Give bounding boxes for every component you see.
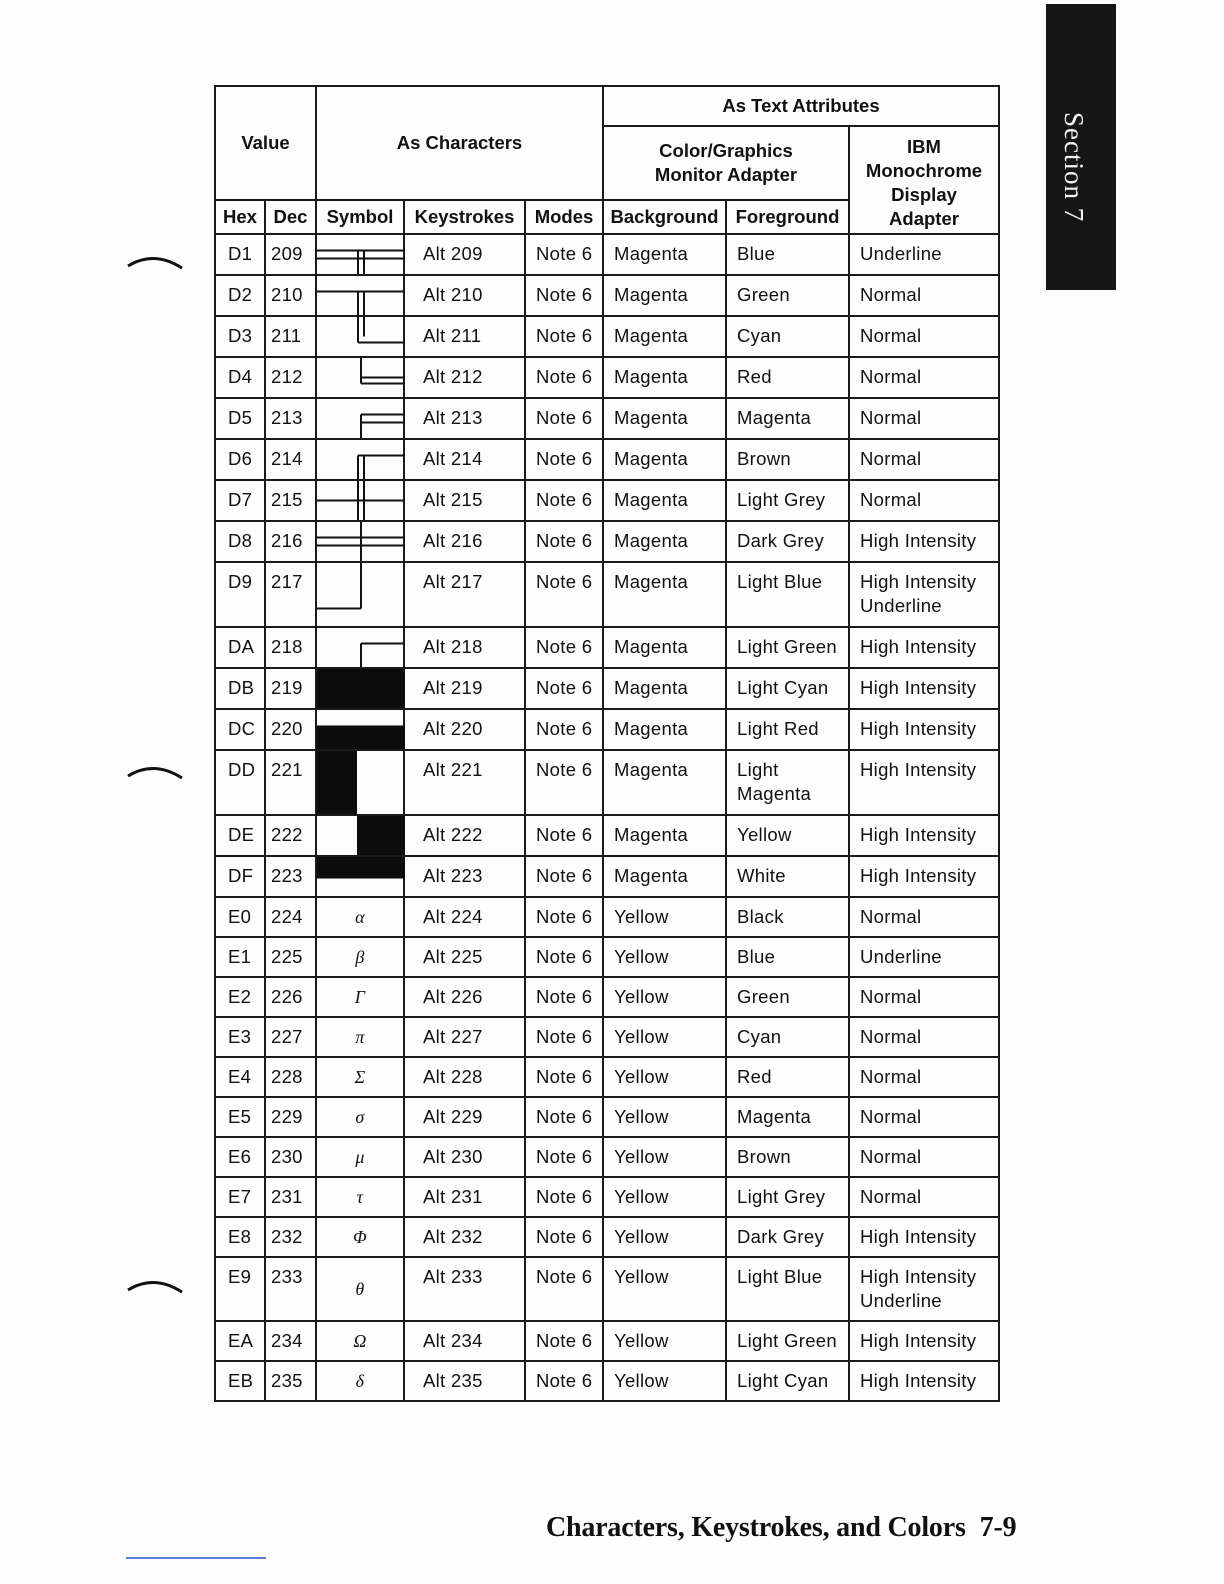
foreground-cell: Green [726, 977, 849, 1017]
dec-cell: 209 [265, 234, 316, 275]
dec-cell: 217 [265, 562, 316, 627]
background-cell: Yellow [603, 1361, 726, 1401]
table-row [215, 1321, 999, 1361]
table-row [215, 1097, 999, 1137]
box-double-vertical-single-down-t-icon [317, 276, 403, 315]
table-row [215, 897, 999, 937]
page-number: 7-9 [979, 1512, 1017, 1543]
modes-cell: Note 6 [525, 815, 603, 856]
symbol-glyph: π [355, 1027, 365, 1047]
modes-cell: Note 6 [525, 627, 603, 668]
modes-cell: Note 6 [525, 316, 603, 357]
keystrokes-cell: Alt 224 [404, 897, 525, 937]
dec-header: Dec [265, 200, 316, 234]
foreground-text: Light Magenta [737, 759, 812, 804]
background-header: Background [603, 200, 726, 234]
table-row [215, 977, 999, 1017]
dec-cell: 213 [265, 398, 316, 439]
background-cell: Magenta [603, 750, 726, 815]
hex-cell: E9 [215, 1257, 265, 1321]
ibm-mono-label: IBM Monochrome Display Adapter [865, 136, 983, 229]
mono-cell: High Intensity [849, 709, 999, 750]
symbol-cell [316, 937, 404, 977]
hex-cell: DD [215, 750, 265, 815]
symbol-cell [316, 357, 404, 398]
background-cell: Yellow [603, 1137, 726, 1177]
mono-cell: Underline [849, 937, 999, 977]
table-row [215, 937, 999, 977]
hex-cell: D2 [215, 275, 265, 316]
keystrokes-cell: Alt 216 [404, 521, 525, 562]
modes-cell: Note 6 [525, 234, 603, 275]
page-footer [546, 1512, 1016, 1544]
hex-cell: D5 [215, 398, 265, 439]
dec-cell: 225 [265, 937, 316, 977]
modes-cell: Note 6 [525, 275, 603, 316]
modes-cell: Note 6 [525, 521, 603, 562]
box-single-horizontal-double-down-t-icon [317, 235, 403, 274]
symbol-cell [316, 1017, 404, 1057]
symbol-glyph: Ω [353, 1331, 367, 1351]
foreground-cell: Brown [726, 439, 849, 480]
table-row [215, 1177, 999, 1217]
keystrokes-cell: Alt 233 [404, 1257, 525, 1321]
mono-cell [849, 562, 999, 627]
upper-half-block-icon [317, 857, 403, 896]
box-single-down-double-right-corner-icon [317, 399, 403, 438]
symbol-cell [316, 562, 404, 627]
keystrokes-cell: Alt 229 [404, 1097, 525, 1137]
foreground-cell: White [726, 856, 849, 897]
symbol-glyph: τ [356, 1187, 364, 1207]
as-text-attributes-header: As Text Attributes [603, 86, 999, 126]
symbol-cell [316, 521, 404, 562]
table-row [215, 480, 999, 521]
mono-cell: High Intensity [849, 627, 999, 668]
section-tab-label: Section 7 [1059, 112, 1089, 223]
modes-cell: Note 6 [525, 562, 603, 627]
modes-cell: Note 6 [525, 1321, 603, 1361]
table-row [215, 562, 999, 627]
dec-cell: 216 [265, 521, 316, 562]
symbol-glyph: Φ [352, 1227, 367, 1247]
modes-header: Modes [525, 200, 603, 234]
hex-cell: E4 [215, 1057, 265, 1097]
keystrokes-cell: Alt 219 [404, 668, 525, 709]
table-row [215, 1361, 999, 1401]
foreground-cell: Red [726, 357, 849, 398]
symbol-cell [316, 856, 404, 897]
background-cell: Yellow [603, 1177, 726, 1217]
table-row [215, 1217, 999, 1257]
binder-hole-mark-2 [124, 756, 186, 786]
hex-cell: D7 [215, 480, 265, 521]
background-cell: Magenta [603, 398, 726, 439]
dec-cell: 219 [265, 668, 316, 709]
box-single-vertical-double-horizontal-cross-icon [317, 522, 403, 561]
hex-cell: D4 [215, 357, 265, 398]
background-cell: Magenta [603, 815, 726, 856]
mono-text: High Intensity Underline [860, 571, 977, 616]
foreground-cell: Light Cyan [726, 668, 849, 709]
keystrokes-cell: Alt 232 [404, 1217, 525, 1257]
mono-cell: High Intensity [849, 1321, 999, 1361]
symbol-glyph: Γ [354, 987, 366, 1007]
mono-text: High Intensity Underline [860, 1266, 977, 1311]
hex-cell: DA [215, 627, 265, 668]
hex-cell: E2 [215, 977, 265, 1017]
background-cell: Magenta [603, 439, 726, 480]
foreground-cell: Light Green [726, 627, 849, 668]
hex-cell: E3 [215, 1017, 265, 1057]
character-attribute-table [214, 85, 1000, 1402]
background-cell: Yellow [603, 1217, 726, 1257]
modes-cell: Note 6 [525, 439, 603, 480]
mono-cell: High Intensity [849, 856, 999, 897]
foreground-cell: Dark Grey [726, 521, 849, 562]
keystrokes-cell: Alt 218 [404, 627, 525, 668]
box-double-down-single-right-corner-icon [317, 440, 403, 479]
symbol-glyph: β [355, 947, 365, 967]
left-half-block-icon [317, 751, 403, 814]
box-single-up-left-corner-icon [317, 563, 403, 626]
modes-cell: Note 6 [525, 1057, 603, 1097]
full-block-icon [317, 669, 403, 708]
symbol-cell [316, 316, 404, 357]
mono-cell: Normal [849, 977, 999, 1017]
mono-cell: High Intensity [849, 521, 999, 562]
color-graphics-label: Color/Graphics Monitor Adapter [654, 140, 798, 185]
dec-cell: 210 [265, 275, 316, 316]
right-half-block-icon [317, 816, 403, 855]
foreground-cell: Cyan [726, 316, 849, 357]
table-row [215, 1057, 999, 1097]
symbol-cell [316, 398, 404, 439]
modes-cell: Note 6 [525, 1217, 603, 1257]
modes-cell: Note 6 [525, 398, 603, 439]
mono-cell: Normal [849, 1137, 999, 1177]
symbol-cell [316, 439, 404, 480]
lower-half-block-icon [317, 710, 403, 749]
symbol-glyph: μ [355, 1147, 365, 1167]
dec-cell: 235 [265, 1361, 316, 1401]
hex-header: Hex [215, 200, 265, 234]
symbol-cell [316, 1257, 404, 1321]
keystrokes-cell: Alt 234 [404, 1321, 525, 1361]
symbol-cell [316, 275, 404, 316]
modes-cell: Note 6 [525, 709, 603, 750]
dec-cell: 226 [265, 977, 316, 1017]
symbol-header: Symbol [316, 200, 404, 234]
modes-cell: Note 6 [525, 856, 603, 897]
foreground-cell: Light Green [726, 1321, 849, 1361]
table-row [215, 1017, 999, 1057]
background-cell: Yellow [603, 897, 726, 937]
symbol-cell [316, 1321, 404, 1361]
table-row [215, 815, 999, 856]
hex-cell: DE [215, 815, 265, 856]
keystrokes-cell: Alt 231 [404, 1177, 525, 1217]
table-row [215, 1137, 999, 1177]
modes-cell: Note 6 [525, 1137, 603, 1177]
mono-cell: Underline [849, 234, 999, 275]
keystrokes-cell: Alt 212 [404, 357, 525, 398]
symbol-cell [316, 1137, 404, 1177]
modes-cell: Note 6 [525, 937, 603, 977]
box-single-up-double-right-corner-icon [317, 358, 403, 397]
hex-cell: EB [215, 1361, 265, 1401]
mono-cell: Normal [849, 1177, 999, 1217]
background-cell: Yellow [603, 1057, 726, 1097]
binder-hole-mark-1 [124, 246, 186, 276]
keystrokes-cell: Alt 223 [404, 856, 525, 897]
modes-cell: Note 6 [525, 750, 603, 815]
symbol-cell [316, 668, 404, 709]
dec-cell: 224 [265, 897, 316, 937]
foreground-cell: Light Blue [726, 562, 849, 627]
mono-cell: Normal [849, 357, 999, 398]
keystrokes-header: Keystrokes [404, 200, 525, 234]
foreground-cell: Blue [726, 234, 849, 275]
keystrokes-cell: Alt 210 [404, 275, 525, 316]
dec-cell: 220 [265, 709, 316, 750]
dec-cell: 222 [265, 815, 316, 856]
symbol-cell [316, 977, 404, 1017]
box-double-up-single-right-corner-icon [317, 317, 403, 356]
table-row [215, 1257, 999, 1321]
table-row [215, 521, 999, 562]
background-cell: Magenta [603, 668, 726, 709]
modes-cell: Note 6 [525, 668, 603, 709]
symbol-glyph: θ [355, 1279, 365, 1299]
modes-cell: Note 6 [525, 357, 603, 398]
hex-cell: E1 [215, 937, 265, 977]
foreground-cell: Red [726, 1057, 849, 1097]
dec-cell: 229 [265, 1097, 316, 1137]
mono-cell [849, 1257, 999, 1321]
dec-cell: 230 [265, 1137, 316, 1177]
symbol-cell [316, 627, 404, 668]
color-graphics-header [603, 126, 849, 200]
scan-edge-line [126, 1557, 266, 1559]
dec-cell: 227 [265, 1017, 316, 1057]
table-row [215, 275, 999, 316]
foreground-cell: Magenta [726, 1097, 849, 1137]
symbol-cell [316, 1177, 404, 1217]
symbol-glyph: δ [355, 1371, 365, 1391]
ibm-mono-header [849, 126, 999, 234]
foreground-cell: Dark Grey [726, 1217, 849, 1257]
table-row [215, 668, 999, 709]
foreground-cell: Light Red [726, 709, 849, 750]
foreground-cell: Light Grey [726, 480, 849, 521]
table-row [215, 856, 999, 897]
table-row [215, 316, 999, 357]
keystrokes-cell: Alt 215 [404, 480, 525, 521]
mono-cell: High Intensity [849, 1361, 999, 1401]
hex-cell: D1 [215, 234, 265, 275]
symbol-cell [316, 1097, 404, 1137]
mono-cell: High Intensity [849, 815, 999, 856]
keystrokes-cell: Alt 222 [404, 815, 525, 856]
mono-cell: Normal [849, 1057, 999, 1097]
mono-cell: High Intensity [849, 750, 999, 815]
keystrokes-cell: Alt 217 [404, 562, 525, 627]
symbol-cell [316, 480, 404, 521]
table-row [215, 398, 999, 439]
hex-cell: DF [215, 856, 265, 897]
symbol-cell [316, 1361, 404, 1401]
dec-cell: 228 [265, 1057, 316, 1097]
keystrokes-cell: Alt 209 [404, 234, 525, 275]
table-row [215, 439, 999, 480]
mono-cell: Normal [849, 275, 999, 316]
table-row [215, 357, 999, 398]
background-cell: Magenta [603, 316, 726, 357]
mono-cell: Normal [849, 439, 999, 480]
modes-cell: Note 6 [525, 1097, 603, 1137]
background-cell: Magenta [603, 275, 726, 316]
dec-cell: 232 [265, 1217, 316, 1257]
mono-cell: Normal [849, 1017, 999, 1057]
hex-cell: D8 [215, 521, 265, 562]
keystrokes-cell: Alt 220 [404, 709, 525, 750]
table-row [215, 234, 999, 275]
binder-hole-mark-3 [124, 1270, 186, 1300]
value-header: Value [215, 86, 316, 200]
foreground-cell: Green [726, 275, 849, 316]
keystrokes-cell: Alt 214 [404, 439, 525, 480]
hex-cell: EA [215, 1321, 265, 1361]
symbol-cell [316, 234, 404, 275]
dec-cell: 231 [265, 1177, 316, 1217]
footer-title: Characters, Keystrokes, and Colors [546, 1512, 966, 1543]
mono-cell: Normal [849, 897, 999, 937]
background-cell: Yellow [603, 1257, 726, 1321]
modes-cell: Note 6 [525, 1177, 603, 1217]
mono-cell: High Intensity [849, 1217, 999, 1257]
modes-cell: Note 6 [525, 1257, 603, 1321]
hex-cell: E7 [215, 1177, 265, 1217]
background-cell: Magenta [603, 562, 726, 627]
foreground-cell: Yellow [726, 815, 849, 856]
keystrokes-cell: Alt 235 [404, 1361, 525, 1401]
dec-cell: 223 [265, 856, 316, 897]
modes-cell: Note 6 [525, 897, 603, 937]
modes-cell: Note 6 [525, 480, 603, 521]
background-cell: Yellow [603, 977, 726, 1017]
foreground-cell: Light Blue [726, 1257, 849, 1321]
symbol-glyph: α [355, 907, 365, 927]
table-row [215, 750, 999, 815]
symbol-cell [316, 897, 404, 937]
keystrokes-cell: Alt 230 [404, 1137, 525, 1177]
symbol-cell [316, 815, 404, 856]
modes-cell: Note 6 [525, 977, 603, 1017]
as-characters-header: As Characters [316, 86, 603, 200]
hex-cell: E5 [215, 1097, 265, 1137]
table-row [215, 627, 999, 668]
foreground-cell: Light Cyan [726, 1361, 849, 1401]
dec-cell: 233 [265, 1257, 316, 1321]
box-single-down-right-corner-icon [317, 628, 403, 667]
mono-cell: High Intensity [849, 668, 999, 709]
mono-cell: Normal [849, 1097, 999, 1137]
foreground-cell: Brown [726, 1137, 849, 1177]
hex-cell: E0 [215, 897, 265, 937]
keystrokes-cell: Alt 221 [404, 750, 525, 815]
symbol-cell [316, 1057, 404, 1097]
foreground-cell: Magenta [726, 398, 849, 439]
foreground-cell: Black [726, 897, 849, 937]
foreground-cell: Light Grey [726, 1177, 849, 1217]
modes-cell: Note 6 [525, 1017, 603, 1057]
symbol-cell [316, 750, 404, 815]
background-cell: Magenta [603, 627, 726, 668]
hex-cell: D3 [215, 316, 265, 357]
keystrokes-cell: Alt 227 [404, 1017, 525, 1057]
table-row [215, 709, 999, 750]
background-cell: Yellow [603, 1017, 726, 1057]
hex-cell: DB [215, 668, 265, 709]
dec-cell: 214 [265, 439, 316, 480]
symbol-cell [316, 709, 404, 750]
background-cell: Magenta [603, 709, 726, 750]
background-cell: Magenta [603, 234, 726, 275]
keystrokes-cell: Alt 211 [404, 316, 525, 357]
keystrokes-cell: Alt 226 [404, 977, 525, 1017]
hex-cell: E6 [215, 1137, 265, 1177]
hex-cell: DC [215, 709, 265, 750]
dec-cell: 234 [265, 1321, 316, 1361]
hex-cell: D6 [215, 439, 265, 480]
symbol-glyph: Σ [354, 1067, 366, 1087]
mono-cell: Normal [849, 480, 999, 521]
keystrokes-cell: Alt 225 [404, 937, 525, 977]
hex-cell: D9 [215, 562, 265, 627]
foreground-header: Foreground [726, 200, 849, 234]
foreground-cell: Blue [726, 937, 849, 977]
foreground-cell: Cyan [726, 1017, 849, 1057]
background-cell: Yellow [603, 1321, 726, 1361]
section-tab [1046, 4, 1116, 290]
dec-cell: 221 [265, 750, 316, 815]
background-cell: Magenta [603, 521, 726, 562]
dec-cell: 212 [265, 357, 316, 398]
background-cell: Magenta [603, 357, 726, 398]
symbol-glyph: σ [355, 1107, 365, 1127]
hex-cell: E8 [215, 1217, 265, 1257]
background-cell: Yellow [603, 937, 726, 977]
keystrokes-cell: Alt 228 [404, 1057, 525, 1097]
background-cell: Magenta [603, 856, 726, 897]
symbol-cell [316, 1217, 404, 1257]
box-double-vertical-single-horizontal-cross-icon [317, 481, 403, 520]
background-cell: Magenta [603, 480, 726, 521]
dec-cell: 211 [265, 316, 316, 357]
dec-cell: 218 [265, 627, 316, 668]
keystrokes-cell: Alt 213 [404, 398, 525, 439]
dec-cell: 215 [265, 480, 316, 521]
background-cell: Yellow [603, 1097, 726, 1137]
mono-cell: Normal [849, 398, 999, 439]
modes-cell: Note 6 [525, 1361, 603, 1401]
mono-cell: Normal [849, 316, 999, 357]
foreground-cell [726, 750, 849, 815]
